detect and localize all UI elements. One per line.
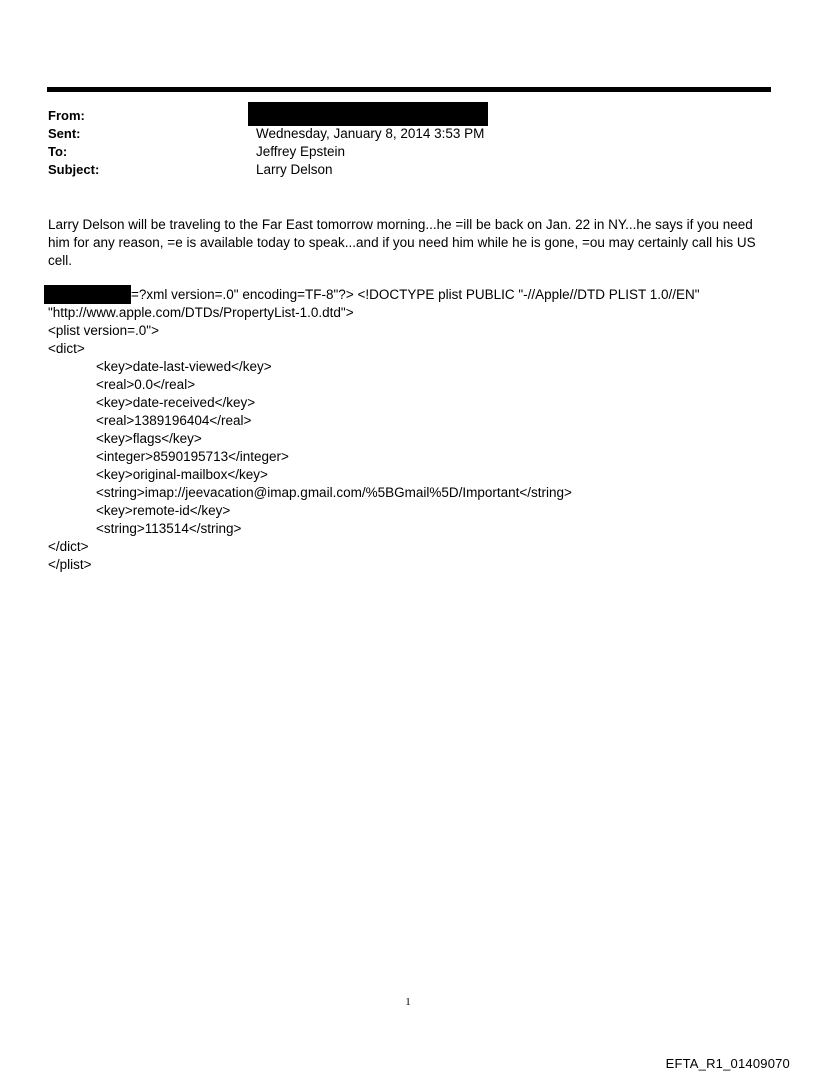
plist-line-xml-decl: =?xml version=.0" encoding=TF-8"?> <!DOCTYPE plist PUBLIC "-//Apple//DTD PLIST 1.0//EN": [131, 287, 700, 302]
plist-entry: <key>date-last-viewed</key>: [96, 359, 272, 374]
from-label: From:: [48, 108, 85, 123]
plist-line-dict-open: <dict>: [48, 341, 85, 356]
subject-value: Larry Delson: [256, 162, 333, 177]
from-redaction-block: [248, 102, 488, 126]
plist-entry: <real>1389196404</real>: [96, 413, 252, 428]
subject-label: Subject:: [48, 162, 100, 177]
header-rule: [47, 87, 771, 92]
message-body: Larry Delson will be traveling to the Far East tomorrow morning...he =ill be back on Jan. 22 in NY...he says if you need him for any reason, =e is available today to speak...and if you need him while he is gone, =ou may certainly call his US cell.: [48, 217, 756, 268]
sent-value: Wednesday, January 8, 2014 3:53 PM: [256, 126, 485, 141]
plist-line-dtd-url: "http://www.apple.com/DTDs/PropertyList-1.0.dtd">: [48, 305, 354, 320]
plist-entry: <key>flags</key>: [96, 431, 202, 446]
to-value: Jeffrey Epstein: [256, 144, 346, 159]
plist-entry: <real>0.0</real>: [96, 377, 196, 392]
plist-line-dict-close: </dict>: [48, 539, 89, 554]
plist-entry: <key>original-mailbox</key>: [96, 467, 268, 482]
page-number: 1: [405, 996, 411, 1008]
to-label: To:: [48, 144, 68, 159]
document-id: EFTA_R1_01409070: [665, 1056, 790, 1071]
plist-entry: <string>113514</string>: [96, 521, 242, 536]
plist-entry: <key>date-received</key>: [96, 395, 256, 410]
plist-entry: <key>remote-id</key>: [96, 503, 231, 518]
plist-redaction-block: [44, 285, 131, 304]
plist-entry: <string>imap://jeevacation@imap.gmail.com/%5BGmail%5D/Important</string>: [96, 485, 572, 500]
plist-line-plist-open: <plist version=.0">: [48, 323, 159, 338]
sent-label: Sent:: [48, 126, 81, 141]
plist-line-plist-close: </plist>: [48, 557, 92, 572]
plist-entry: <integer>8590195713</integer>: [96, 449, 289, 464]
